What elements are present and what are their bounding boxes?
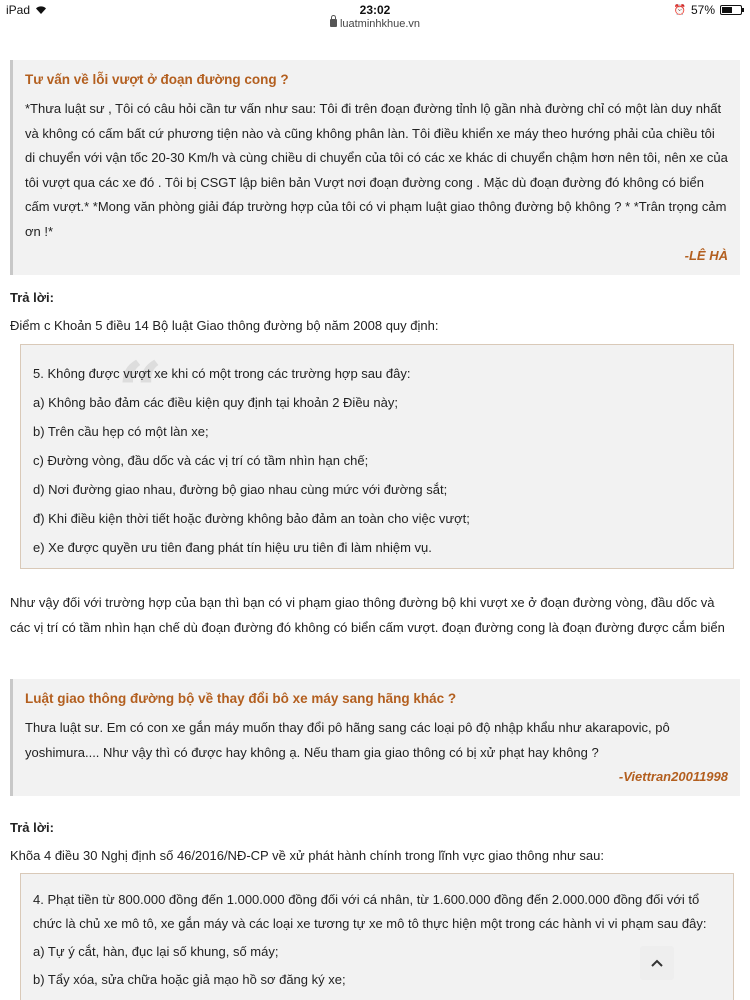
answer-intro: Khõa 4 điều 30 Nghị định số 46/2016/NĐ-CP về xử phát hành chính trong lĩnh vực giao thông như sau:	[10, 848, 604, 863]
quote-line: b) Tẩy xóa, sửa chữa hoặc giả mạo hồ sơ đăng ký xe;	[33, 972, 346, 987]
answer-label: Trả lời:	[10, 820, 54, 835]
law-quote	[20, 344, 734, 569]
battery-icon	[720, 5, 742, 15]
answer-label: Trả lời:	[10, 290, 54, 305]
question-box	[10, 60, 740, 275]
quote-line: 4. Phạt tiền từ 800.000 đồng đến 1.000.000 đồng đối với cá nhân, từ 1.600.000 đồng đến 2.000.000 đồng đối với tổ chức là chủ xe mô tô, xe gắn máy và các loại xe tương tự xe mô tô thực hiện một trong các hành vi vi phạm sau đây:	[33, 892, 707, 931]
battery-percent: 57%	[690, 3, 715, 17]
quote-mark-icon: “	[117, 344, 164, 438]
status-right	[674, 3, 742, 17]
question-body: *Thưa luật sư , Tôi có câu hỏi cần tư vấn như sau: Tôi đi trên đoạn đường tỉnh lộ gần nhà đường chỉ có một làn duy nhất và không có cấm bất cứ phương tiện nào và cũng không phân làn. Tôi điều khiển xe máy theo hướng phải của chiều tôi di chuyển với vận tốc 20-30 Km/h và cùng chiều di chuyển của tôi có các xe khác di chuyển chậm hơn nên tôi, nên xe của tôi vượt qua các xe đó . Tôi bị CSGT lập biên bản Vượt nơi đoạn đường cong . Mặc dù đoạn đường đó không có biển cấm vượt.* *Mong văn phòng giải đáp trường hợp của tôi có vi phạm luật giao thông đường bộ không ? * *Trân trọng cảm ơn !*	[25, 101, 728, 239]
quote-line: a) Tự ý cắt, hàn, đục lại số khung, số máy;	[33, 944, 279, 959]
question-box	[10, 679, 740, 796]
answer-intro: Điểm c Khoản 5 điều 14 Bộ luật Giao thông đường bộ năm 2008 quy định:	[10, 318, 439, 333]
status-time: 23:02	[359, 3, 391, 17]
scroll-top-button[interactable]	[640, 946, 674, 980]
question-author: -Viettran20011998	[618, 769, 728, 784]
device-name: iPad	[6, 3, 31, 17]
quote-line: đ) Khi điều kiện thời tiết hoặc đường không bảo đảm an toàn cho việc vượt;	[33, 511, 470, 526]
quote-line: e) Xe được quyền ưu tiên đang phát tín hiệu ưu tiên đi làm nhiệm vụ.	[33, 540, 432, 555]
question-author: -LÊ HÀ	[684, 248, 728, 263]
url-bar[interactable]	[0, 18, 750, 36]
lock-icon	[330, 19, 337, 27]
law-quote	[20, 873, 734, 1000]
alarm-icon: ⏰	[673, 4, 686, 16]
question-body: Thưa luật sư. Em có con xe gắn máy muốn thay đổi pô hãng sang các loại pô độ nhập khẩu như akarapovic, pô yoshimura.... Như vậy thì có được hay không ạ. Nếu tham gia giao thông có bị xử phạt hay không ?	[25, 720, 670, 760]
quote-line: 5. Không được vượt xe khi có một trong các trường hợp sau đây:	[33, 366, 411, 381]
url-domain: luatminhkhue.vn	[339, 18, 421, 30]
quote-line: c) Đường vòng, đầu dốc và các vị trí có tầm nhìn hạn chế;	[33, 453, 369, 468]
quote-line: a) Không bảo đảm các điều kiện quy định tại khoản 2 Điều này;	[33, 395, 398, 410]
chevron-up-icon	[650, 958, 664, 968]
question-title: Tư vấn về lỗi vượt ở đoạn đường cong ?	[25, 72, 289, 87]
quote-line: d) Nơi đường giao nhau, đường bộ giao nhau cùng mức với đường sắt;	[33, 482, 448, 497]
status-bar	[0, 0, 750, 20]
answer-conclusion: Như vậy đối với trường hợp của bạn thì bạn có vi phạm giao thông đường bộ khi vượt xe ở đoạn đường vòng, đầu dốc và các vị trí có tầm nhìn hạn chế dù đoạn đường đó không có biển cấm vượt. đoạn đường cong là đoạn đường được cắm biển	[10, 595, 725, 635]
quote-line: b) Trên cầu hẹp có một làn xe;	[33, 424, 209, 439]
question-title: Luật giao thông đường bộ về thay đổi bô xe máy sang hãng khác ?	[25, 691, 457, 706]
